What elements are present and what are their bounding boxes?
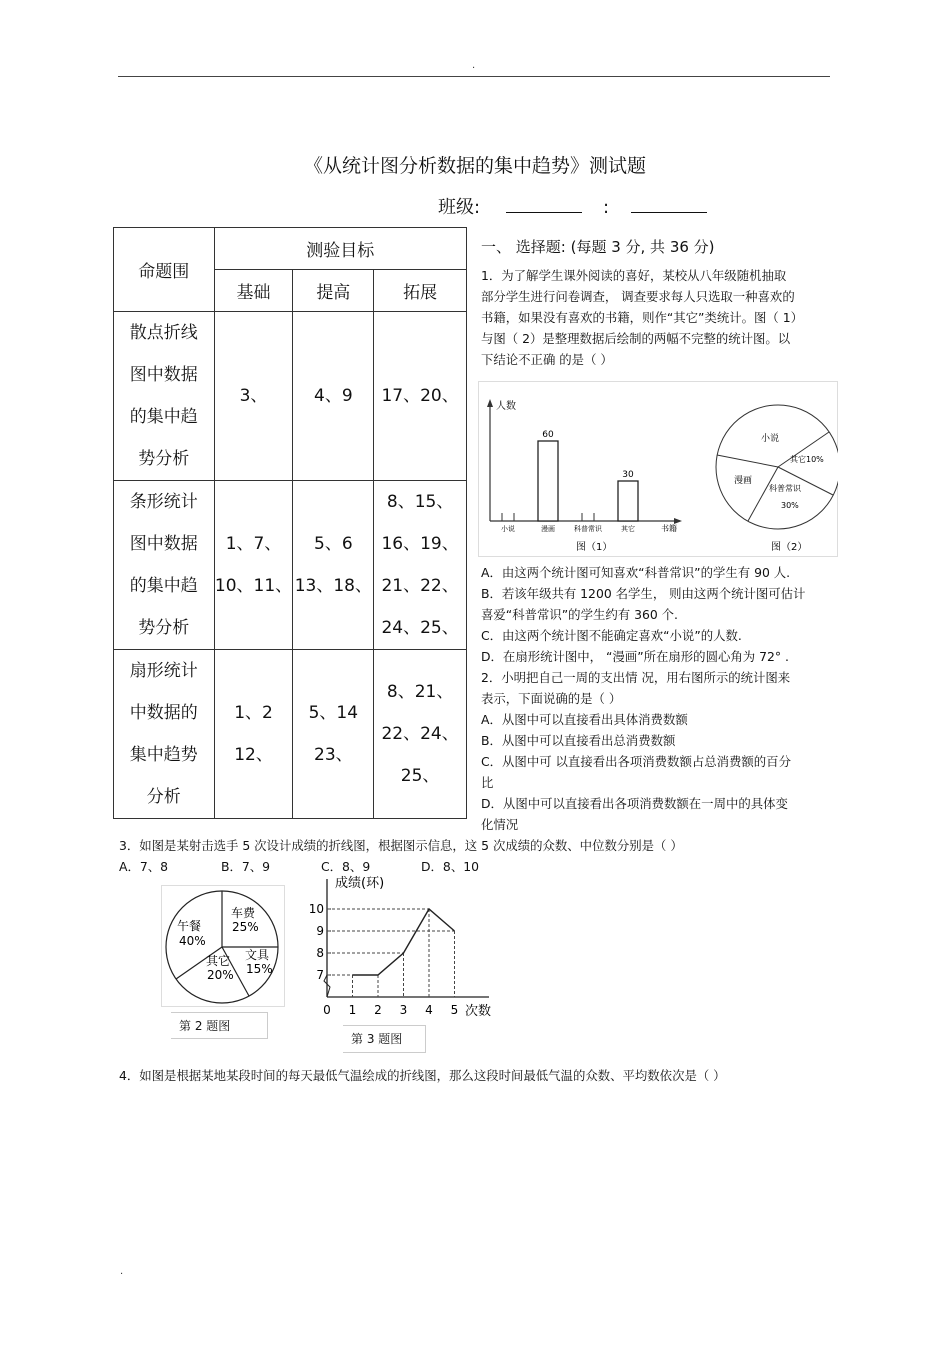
option-a[interactable]: A．7、8	[119, 859, 169, 874]
q3-x-tick-label: 5	[450, 1003, 459, 1017]
table-cell-improve: 5、6 13、18、	[293, 481, 374, 650]
q2-label-lunch-pct: 40%	[179, 934, 206, 948]
q2-caption: 第 2 题图	[171, 1012, 268, 1039]
table-head-improve: 提高	[293, 270, 374, 312]
option-c[interactable]: C．8、9	[321, 859, 371, 874]
option-c[interactable]: C．从图中可 以直接看出各项消费数额占总消费额的百分	[481, 754, 791, 769]
name-blank[interactable]	[631, 194, 707, 213]
table-row	[114, 312, 467, 481]
class-separator: :	[603, 197, 610, 218]
q3-x-label: 次数	[465, 1004, 492, 1019]
q2-label-stationery-pct: 15%	[246, 962, 273, 976]
q3-plot	[308, 879, 492, 1019]
pie-label-science-pct: 30%	[781, 501, 799, 510]
option-b[interactable]: B．从图中可以直接看出总消费数额	[481, 733, 676, 748]
table-topic: 散点折线 图中数据 的集中趋 势分析	[114, 312, 215, 481]
q3-x-tick-label: 1	[348, 1003, 357, 1017]
question-1-options	[481, 562, 805, 667]
option-a[interactable]: A．由这两个统计图可知喜欢“科普常识”的学生有 90 人.	[481, 565, 791, 580]
q3-caption: 第 3 题图	[343, 1025, 426, 1053]
q3-y-label: 成绩(环)	[335, 876, 385, 891]
table-head-extend: 拓展	[374, 270, 467, 312]
table-cell-extend: 17、20、	[374, 312, 467, 481]
q3-x-tick-label: 0	[323, 1003, 331, 1017]
table-topic: 条形统计 图中数据 的集中趋 势分析	[114, 481, 215, 650]
table-head-basic: 基础	[214, 270, 293, 312]
table-topic: 扇形统计 中数据的 集中趋势 分析	[114, 650, 215, 819]
section-heading: 一、 选择题: (每题 3 分, 共 36 分)	[481, 238, 715, 256]
option-d[interactable]: D．在扇形统计图中， “漫画”所在扇形的圆心角为 72° .	[481, 649, 789, 664]
footer-mark: .	[120, 1266, 124, 1277]
table-head-topic: 命题围	[114, 228, 215, 312]
table-cell-extend: 8、21、 22、24、 25、	[374, 650, 467, 819]
class-blank[interactable]	[506, 194, 582, 213]
question-3: 3．如图是某射击选手 5 次设计成绩的折线图，根据图示信息，这 5 次成绩的众数、中位数分别是（ ）	[119, 838, 683, 853]
bar-category-label: 科普常识	[574, 525, 602, 533]
pie-label-comic: 漫画	[734, 476, 753, 486]
bar	[618, 481, 638, 521]
class-label: 班级:	[438, 197, 481, 218]
objectives-table	[113, 227, 467, 819]
q2-label-stationery: 文具	[245, 948, 270, 962]
bar-y-label: 人数	[496, 401, 516, 412]
bar-category-label: 其它	[621, 525, 635, 533]
q2-label-lunch: 午餐	[177, 919, 202, 933]
table-cell-basic: 1、7、 10、11、	[214, 481, 293, 650]
pie-label-novel: 小说	[761, 434, 780, 444]
q3-x-tick-label: 2	[374, 1003, 382, 1017]
pie-label-other: 其它10%	[790, 455, 824, 464]
option-a[interactable]: A．从图中可以直接看出具体消费数额	[481, 712, 688, 727]
question-2: 2．小明把自己一周的支出情 况，用右图所示的统计图来 表示，下面说确的是（ ） A．从图中可以直接看出具体消费数额 B．从图中可以直接看出总消费数额 C．从图中可 以直接看出各项消费数额占总消费额的百分 比 D．从图中可以直接看出各项消费数额在一周中的具体变 化情况	[481, 670, 791, 832]
header-rule	[118, 76, 830, 77]
q3-x-tick-label: 4	[425, 1003, 433, 1017]
pie-caption: 图（2）	[771, 542, 808, 553]
table-head-goal: 测验目标	[214, 228, 466, 270]
q3-y-tick-label: 8	[316, 946, 324, 960]
q1-figure	[478, 381, 838, 557]
bar-caption: 图（1）	[576, 542, 613, 553]
q2-label-other-pct: 20%	[207, 968, 234, 982]
bar	[538, 441, 558, 521]
q3-y-tick-label: 7	[316, 968, 324, 982]
q2-pie-figure	[161, 885, 285, 1007]
q3-x-tick-label: 3	[399, 1003, 408, 1017]
option-b[interactable]: B．若该年级共有 1200 名学生， 则由这两个统计图可估计	[481, 586, 806, 601]
table-row	[114, 481, 467, 650]
table-cell-basic: 3、	[214, 312, 293, 481]
q2-label-fare-pct: 25%	[232, 920, 259, 934]
table-cell-improve: 4、9	[293, 312, 374, 481]
question-1: 1．为了解学生课外阅读的喜好，某校从八年级随机抽取 部分学生进行问卷调查， 调查要求每人只选取一种喜欢的 书籍，如果没有喜欢的书籍，则作“其它”类统计。图（ 1） 与图（ 2）是整理数据后绘制的两幅不完整的统计图。以 下结论不正确 的是（ ）	[481, 268, 804, 367]
option-b-cont: 喜爱“科普常识”的学生约有 360 个.	[481, 607, 678, 622]
bar-x-label: 书籍	[661, 524, 677, 533]
q3-line-chart	[307, 873, 499, 1021]
bar-category-label: 漫画	[541, 525, 555, 533]
bar-value-label: 30	[622, 470, 634, 480]
page-title: 《从统计图分析数据的集中趋势》测试题	[303, 155, 646, 177]
table-row	[114, 650, 467, 819]
option-d[interactable]: D．从图中可以直接看出各项消费数额在一周中的具体变	[481, 796, 788, 811]
question-4: 4．如图是根据某地某段时间的每天最低气温绘成的折线图，那么这段时间最低气温的众数、平均数依次是（ ）	[119, 1068, 726, 1083]
q3-y-tick-label: 10	[308, 902, 324, 916]
option-c[interactable]: C．由这两个统计图不能确定喜欢“小说”的人数.	[481, 628, 742, 643]
class-line	[438, 193, 707, 219]
bar-value-label: 60	[542, 430, 554, 440]
q2-label-other: 其它	[206, 954, 231, 968]
q3-y-tick-label: 9	[316, 924, 324, 938]
option-b[interactable]: B．7、9	[221, 859, 271, 874]
header-mark: .	[472, 60, 476, 71]
bar-category-label: 小说	[501, 525, 515, 533]
pie-label-science: 科普常识	[769, 484, 801, 493]
table-cell-basic: 1、2 12、	[214, 650, 293, 819]
option-d[interactable]: D．8、10	[421, 859, 479, 874]
q2-label-fare: 车费	[231, 906, 256, 920]
table-cell-extend: 8、15、 16、19、 21、22、 24、25、	[374, 481, 467, 650]
table-cell-improve: 5、14 23、	[293, 650, 374, 819]
